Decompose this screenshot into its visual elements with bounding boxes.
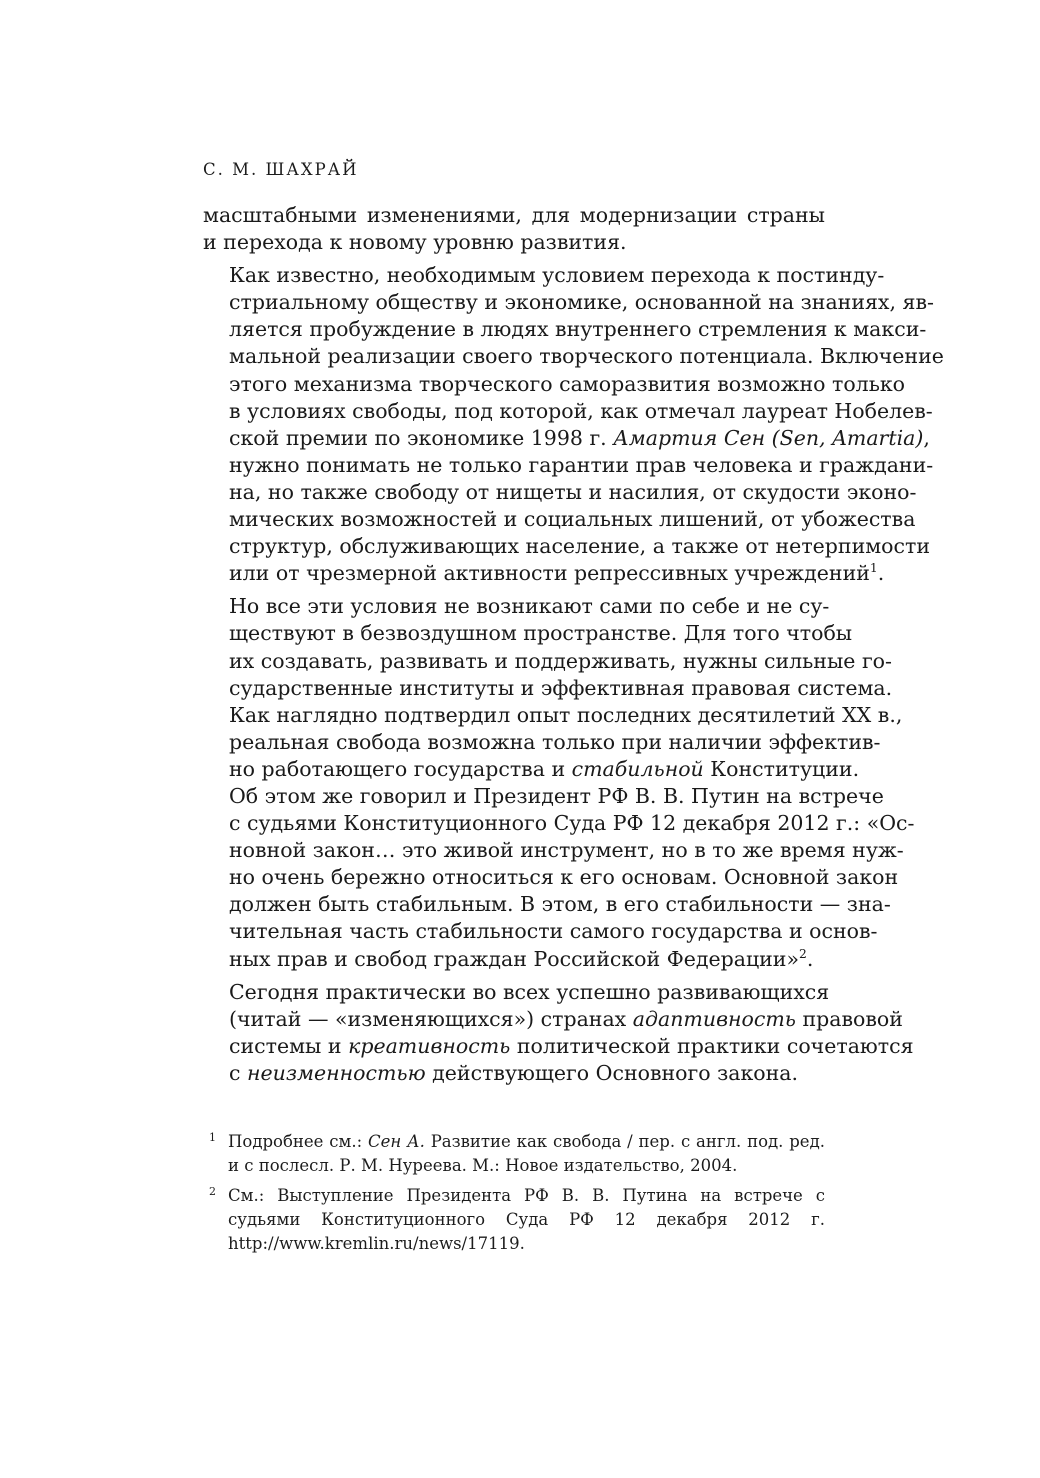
text-line: Но все эти условия не возникают сами по себе и не су- bbox=[229, 594, 830, 619]
body-text bbox=[203, 202, 944, 1093]
text-line bbox=[203, 1060, 825, 1087]
footnote-number: 2 bbox=[209, 1185, 216, 1198]
text-line: мальной реализации своего творческого потенциала. Включение bbox=[229, 344, 944, 369]
footnote-text: Развитие как свобода / пер. с англ. под. ред. и с послесл. Р. М. Нуреева. М.: Новое издательство, 2004. bbox=[228, 1132, 825, 1175]
text-line: реальная свобода возможна только при наличии эффектив- bbox=[229, 729, 881, 754]
text-run: . bbox=[806, 946, 814, 971]
text-line: но очень бережно относиться к его основам. Основной закон bbox=[229, 865, 899, 890]
text-line: Об этом же говорил и Президент РФ В. В. Путин на встрече bbox=[229, 783, 884, 808]
paragraph-1 bbox=[203, 202, 825, 256]
text-run: но работающего государства и bbox=[229, 756, 566, 781]
footnote-1 bbox=[203, 1130, 825, 1178]
italic-name: Амартия Сен (Sen, Amartia) bbox=[613, 425, 924, 450]
paragraph-4 bbox=[203, 979, 914, 1087]
text-line: нужно понимать не только гарантии прав человека и граждани- bbox=[229, 452, 934, 477]
footnote-number: 1 bbox=[209, 1131, 216, 1144]
text-line: в условиях свободы, под которой, как отмечал лауреат Нобелев- bbox=[229, 398, 933, 423]
footnote-text: Подробнее см.: bbox=[228, 1132, 363, 1151]
text-line: Сегодня практически во всех успешно развивающихся bbox=[229, 979, 830, 1004]
text-line bbox=[203, 560, 885, 587]
text-run: системы и bbox=[229, 1033, 342, 1058]
text-run: правовой bbox=[802, 1006, 903, 1031]
footnote-2 bbox=[203, 1184, 825, 1256]
text-line: сударственные институты и эффективная правовая система. bbox=[229, 675, 893, 700]
footnote-ref[interactable]: 1 bbox=[869, 561, 878, 576]
italic-word: креативность bbox=[348, 1033, 511, 1058]
text-run: с bbox=[229, 1060, 241, 1085]
text-run: , bbox=[923, 425, 930, 450]
text-run: Конституции. bbox=[710, 756, 860, 781]
text-line: их создавать, развивать и поддерживать, нужны сильные го- bbox=[229, 648, 892, 673]
text-run: или от чрезмерной активности репрессивных учреждений bbox=[229, 561, 870, 586]
footnote-text: См.: Выступление Президента РФ В. В. Путина на встрече с судьями Конституционного Суда РФ 12 декабря 2012 г. http://www.kremlin.ru/news/17119. bbox=[228, 1186, 825, 1253]
text-line: стриальному обществу и экономике, основанной на знаниях, яв- bbox=[229, 290, 934, 315]
text-run: (читай — «изменяющихся») странах bbox=[229, 1006, 627, 1031]
text-run: ской премии по экономике 1998 г. bbox=[229, 425, 607, 450]
text-line: Как известно, необходимым условием перехода к постинду- bbox=[229, 263, 885, 288]
text-line: мических возможностей и социальных лишений, от убожества bbox=[229, 507, 916, 532]
text-line: чительная часть стабильности самого государства и основ- bbox=[229, 919, 878, 944]
text-line: ществуют в безвоздушном пространстве. Для того чтобы bbox=[229, 621, 853, 646]
text-run: ных прав и свобод граждан Российской Федерации» bbox=[229, 946, 799, 971]
text-line: должен быть стабильным. В этом, в его стабильности — зна- bbox=[229, 892, 891, 917]
paragraph-2 bbox=[203, 262, 944, 587]
text-run: действующего Основного закона. bbox=[432, 1060, 799, 1085]
text-line: этого механизма творческого саморазвития возможно только bbox=[229, 371, 906, 396]
text-line bbox=[203, 1033, 914, 1060]
text-run: политической практики сочетаются bbox=[516, 1033, 914, 1058]
text-line: Как наглядно подтвердил опыт последних десятилетий XX в., bbox=[229, 702, 903, 727]
text-line bbox=[203, 1006, 903, 1033]
text-line bbox=[203, 946, 825, 973]
text-line: ляется пробуждение в людях внутреннего стремления к макси- bbox=[229, 317, 927, 342]
text-line bbox=[203, 425, 930, 452]
paragraph-3 bbox=[203, 593, 915, 972]
italic-word: стабильной bbox=[571, 756, 704, 781]
italic-word: неизменностью bbox=[247, 1060, 426, 1085]
text-line: структур, обслуживающих население, а также от нетерпимости bbox=[229, 534, 931, 559]
footnote-ref[interactable]: 2 bbox=[799, 946, 807, 961]
text-line: с судьями Конституционного Суда РФ 12 декабря 2012 г.: «Ос- bbox=[229, 811, 915, 836]
text-line: на, но также свободу от нищеты и насилия, от скудости эконо- bbox=[229, 479, 917, 504]
footnotes bbox=[203, 1130, 825, 1262]
footnote-author: Сен А. bbox=[368, 1132, 425, 1151]
text-line: новной закон… это живой инструмент, но в то же время нуж- bbox=[229, 838, 904, 863]
text-line bbox=[203, 756, 860, 783]
running-header: С. М. ШАХРАЙ bbox=[203, 160, 359, 179]
text-run: . bbox=[877, 561, 885, 586]
text-line: и перехода к новому уровню развития. bbox=[203, 230, 627, 255]
text-line: масштабными изменениями, для модернизации страны bbox=[203, 203, 825, 227]
italic-word: адаптивность bbox=[632, 1006, 796, 1031]
